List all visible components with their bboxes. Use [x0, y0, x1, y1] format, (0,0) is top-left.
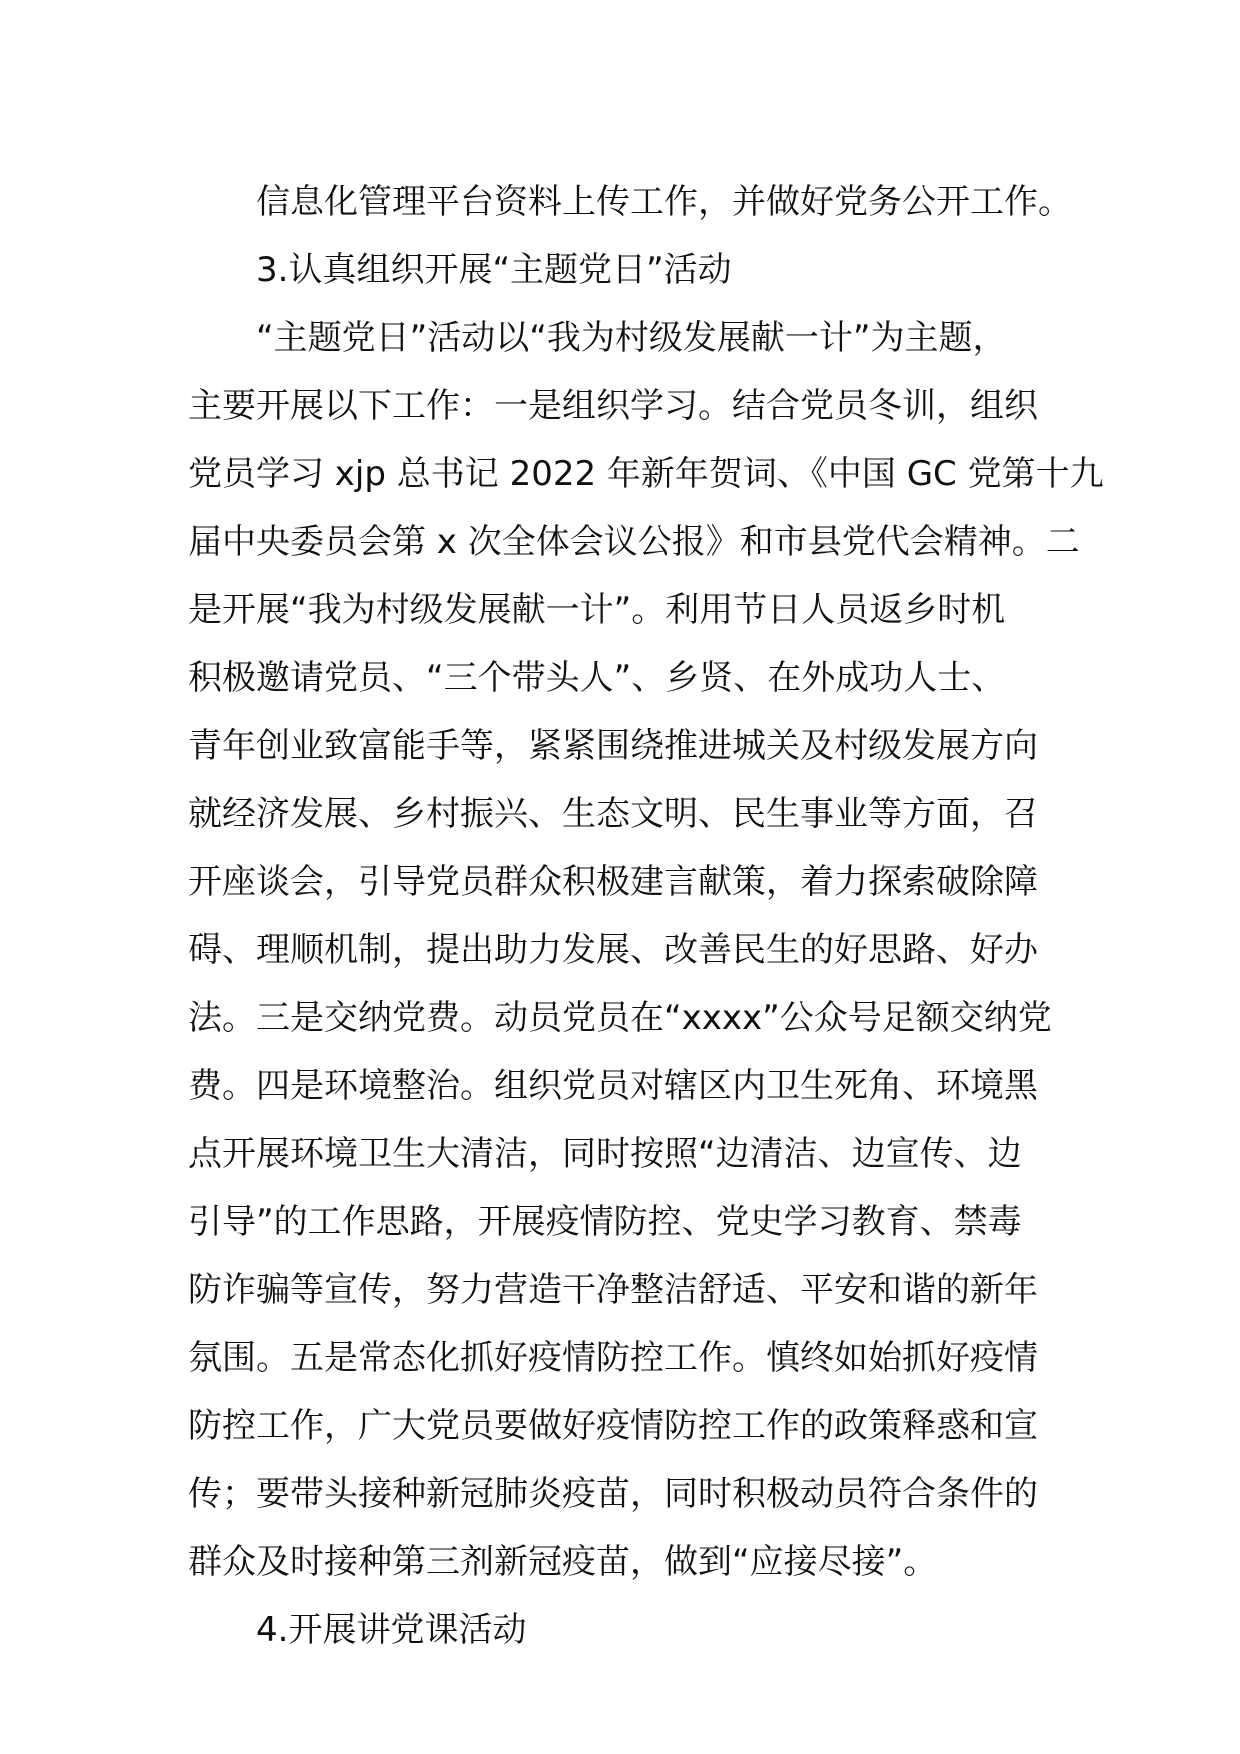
paragraph-start-line: “主题党日”活动以“我为村级发展献一计”为主题， [256, 318, 1007, 358]
body-line: 主要开展以下工作：一是组织学习。结合党员冬训，组织 [188, 386, 1038, 426]
body-line: 氛围。五是常态化抓好疫情防控工作。慎终如始抓好疫情 [188, 1338, 1038, 1378]
document-body [188, 168, 1104, 1664]
body-line: 法。三是交纳党费。动员党员在“xxxx”公众号足额交纳党 [188, 998, 1052, 1038]
body-line: 费。四是环境整治。组织党员对辖区内卫生死角、环境黑 [188, 1066, 1038, 1106]
body-line: 传；要带头接种新冠肺炎疫苗，同时积极动员符合条件的 [188, 1474, 1038, 1514]
body-line: 积极邀请党员、“三个带头人”、乡贤、在外成功人士、 [188, 658, 1006, 698]
section-heading-4: 4.开展讲党课活动 [256, 1610, 527, 1650]
body-line: 群众及时接种第三剂新冠疫苗，做到“应接尽接”。 [188, 1542, 938, 1582]
body-line: 碍、理顺机制，提出助力发展、改善民生的好思路、好办 [188, 930, 1038, 970]
body-line: 就经济发展、乡村振兴、生态文明、民生事业等方面，召 [188, 794, 1038, 834]
body-line: 届中央委员会第 x 次全体会议公报》和市县党代会精神。二 [188, 522, 1080, 562]
body-line: 开座谈会，引导党员群众积极建言献策，着力探索破除障 [188, 862, 1038, 902]
body-line: 党员学习 xjp 总书记 2022 年新年贺词、《中国 GC 党第十九 [188, 454, 1104, 494]
section-heading-3: 3.认真组织开展“主题党日”活动 [256, 250, 732, 290]
body-line: 防控工作，广大党员要做好疫情防控工作的政策释惑和宣 [188, 1406, 1038, 1446]
body-line: 引导”的工作思路，开展疫情防控、党史学习教育、禁毒 [188, 1202, 1022, 1242]
body-line: 是开展“我为村级发展献一计”。利用节日人员返乡时机 [188, 590, 1006, 630]
body-line: 青年创业致富能手等，紧紧围绕推进城关及村级发展方向 [188, 726, 1038, 766]
body-line: 信息化管理平台资料上传工作，并做好党务公开工作。 [256, 182, 1072, 222]
body-line: 防诈骗等宣传，努力营造干净整洁舒适、平安和谐的新年 [188, 1270, 1038, 1310]
body-line: 点开展环境卫生大清洁，同时按照“边清洁、边宣传、边 [188, 1134, 1022, 1174]
